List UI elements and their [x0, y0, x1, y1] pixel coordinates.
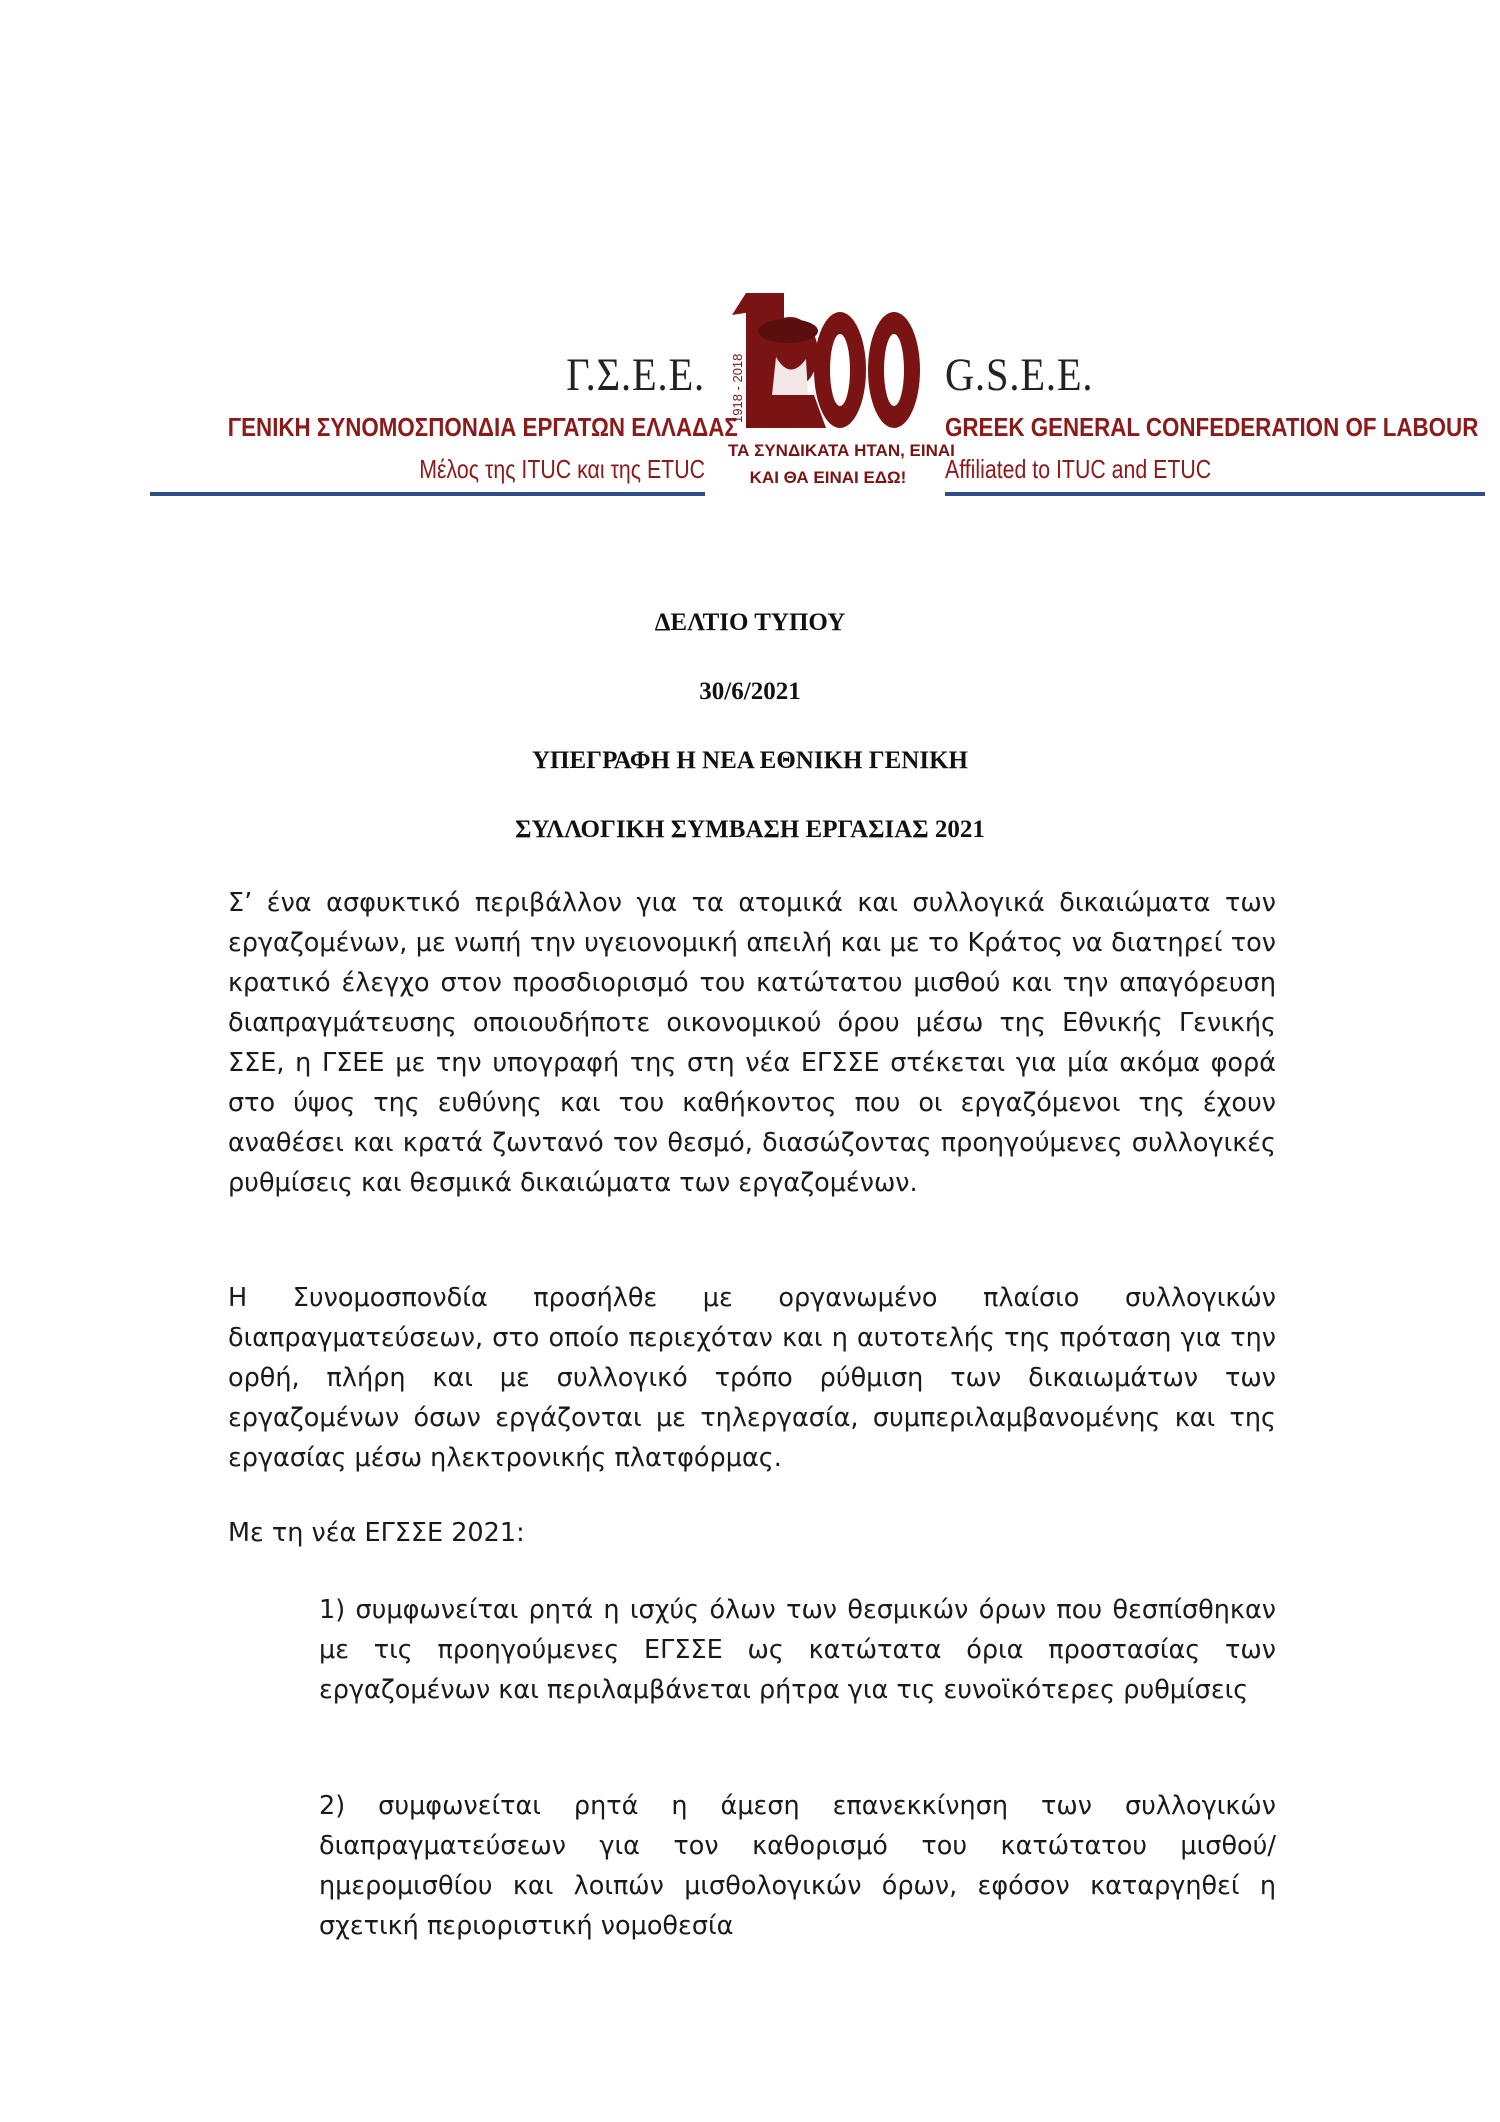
gsee-greek-name: ΓΕΝΙΚΗ ΣΥΝΟΜΟΣΠΟΝΔΙΑ ΕΡΓΑΤΩΝ ΕΛΛΑΔΑΣ	[227, 412, 738, 442]
list-item-1: 1) συμφωνείται ρητά η ισχύς όλων των θεσμικών όρων που θεσπίσθηκαν με τις προηγούμενες ΕΓΣΣΕ ως κατώτατα όρια προστασίας των εργαζομένων και περιλαμβάνεται ρήτρα για τις ευνοϊκότερες ρυθμίσεις	[319, 1595, 1276, 1705]
centenary-100-emblem	[728, 285, 928, 435]
letterhead-english	[945, 350, 1485, 486]
document-date: 30/6/2021	[699, 678, 801, 705]
list-item-2: 2) συμφωνείται ρητά η άμεση επανεκκίνηση των συλλογικών διαπραγματεύσεων για τον καθορισμό του κατώτατου μισθού/ημερομισθίου και λοιπών μισθολογικών όρων, εφόσον καταργηθεί η σχετική περιοριστική νομοθεσία	[319, 1791, 1276, 1941]
list-intro: Με τη νέα ΕΓΣΣΕ 2021:	[228, 1518, 525, 1548]
document-title-line-1: ΥΠΕΓΡΑΦΗ Η ΝΕΑ ΕΘΝΙΚΗ ΓΕΝΙΚΗ	[532, 747, 968, 774]
gsee-english-affiliation: Affiliated to ITUC and ETUC	[945, 454, 1212, 484]
body-paragraph-1: Σ’ ένα ασφυκτικό περιβάλλον για τα ατομικά και συλλογικά δικαιώματα των εργαζομένων, με νωπή την υγειονομική απειλή και με το Κράτος να διατηρεί τον κρατικό έλεγχο στον προσδιορισμό του κατώτατου μισθού και την απαγόρευση διαπραγμάτευσης οποιουδήποτε οικονομικού όρου μέσω της Εθνικής Γενικής ΣΣΕ, η ΓΣΕΕ με την υπογραφή της στη νέα ΕΓΣΣΕ στέκεται για μία ακόμα φορά στο ύψος της ευθύνης και του καθήκοντος που οι εργαζόμενοι της έχουν αναθέσει και κρατά ζωντανό τον θεσμό, διασώζοντας προηγούμενες συλλογικές ρυθμίσεις και θεσμικά δικαιώματα των εργαζομένων.	[228, 888, 1276, 1198]
centenary-years-text: 1918 - 2018	[730, 353, 745, 423]
document-type-label: ΔΕΛΤΙΟ ΤΥΠΟΥ	[654, 609, 846, 636]
gsee-greek-abbreviation: Γ.Σ.Ε.Ε.	[566, 349, 705, 401]
gsee-english-name: GREEK GENERAL CONFEDERATION OF LABOUR	[945, 412, 1479, 442]
letterhead	[150, 285, 1485, 535]
document-title-line-2: ΣΥΛΛΟΓΙΚΗ ΣΥΜΒΑΣΗ ΕΡΓΑΣΙΑΣ 2021	[515, 816, 985, 843]
gsee-greek-affiliation: Μέλος της ITUC και της ETUC	[419, 454, 705, 484]
letterhead-rule-left	[150, 492, 705, 496]
centenary-logo	[728, 285, 955, 510]
letterhead-rule-right	[945, 492, 1485, 496]
body-paragraph-2: Η Συνομοσπονδία προσήλθε με οργανωμένο πλαίσιο συλλογικών διαπραγματεύσεων, στο οποίο περιεχόταν και η αυτοτελής της πρόταση για την ορθή, πλήρη και με συλλογικό τρόπο ρύθμιση των δικαιωμάτων των εργαζομένων όσων εργάζονται με τηλεργασία, συμπεριλαμβανομένης και της εργασίας μέσω ηλεκτρονικής πλατφόρμας.	[228, 1283, 1276, 1473]
logo-tagline-line-2: ΚΑΙ ΘΑ ΕΙΝΑΙ ΕΔΩ!	[749, 468, 907, 487]
gsee-english-abbreviation: G.S.E.E.	[945, 349, 1094, 401]
logo-tagline-line-1: ΤΑ ΣΥΝΔΙΚΑΤΑ ΗΤΑΝ, ΕΙΝΑΙ	[728, 441, 955, 460]
centenary-years-label	[726, 285, 750, 435]
